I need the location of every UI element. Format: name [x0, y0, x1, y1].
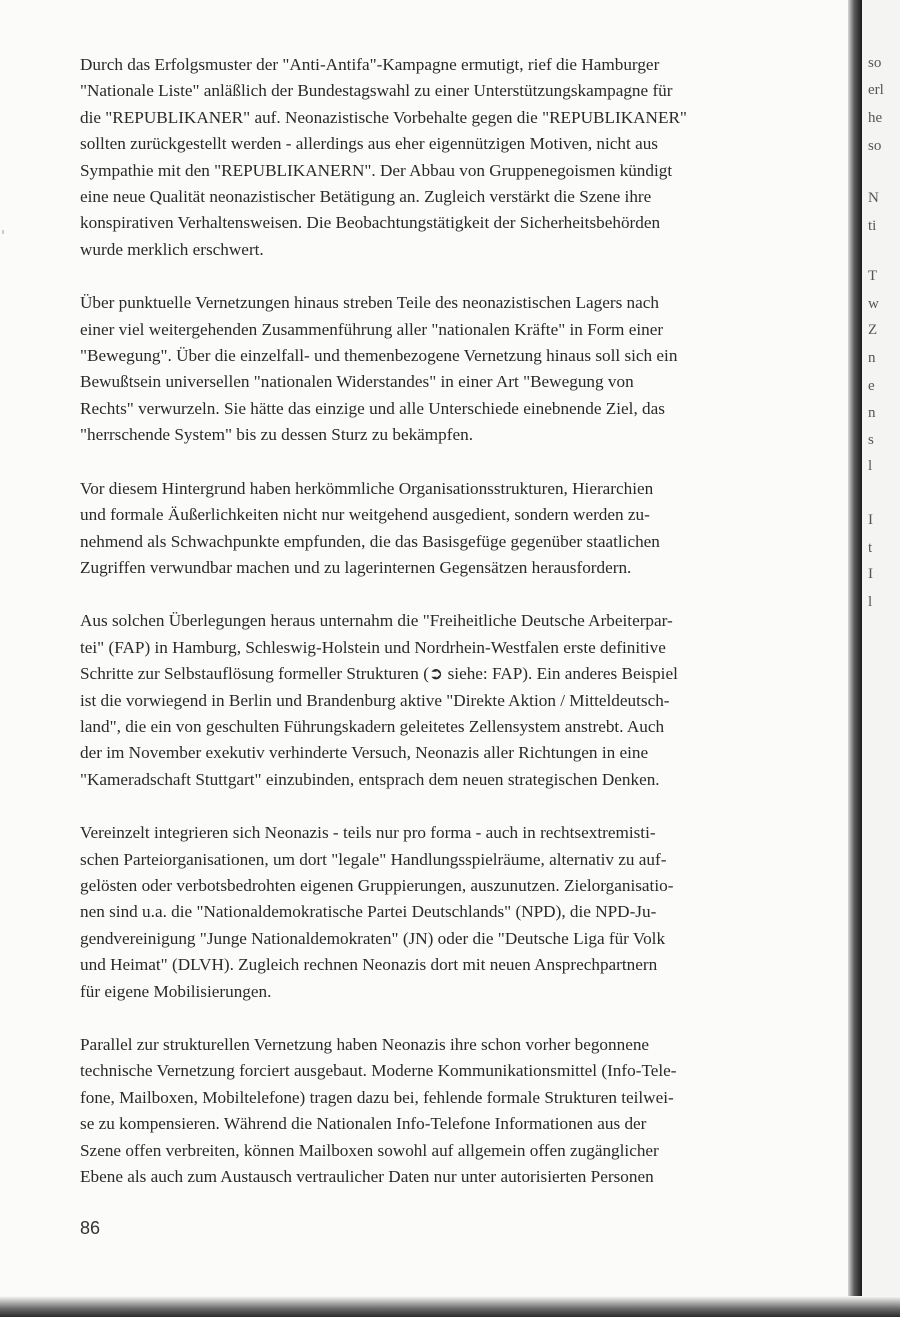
page-number: 86: [80, 1218, 101, 1238]
text-line: tei" (FAP) in Hamburg, Schleswig-Holstein und Nordrhein-Westfalen erste definitive: [80, 637, 666, 657]
text-line: Vereinzelt integrieren sich Neonazis - teils nur pro forma - auch in rechtsextremisti-: [80, 823, 656, 843]
facing-page-fragment: n: [868, 350, 876, 366]
text-line: "Bewegung". Über die einzelfall- und themenbezogene Vernetzung hinaus soll sich ein: [80, 346, 678, 366]
text-line: schen Parteiorganisationen, um dort "legale" Handlungsspielräume, alternativ zu auf-: [80, 849, 667, 869]
text-line: und formale Äußerlichkeiten nicht nur weitgehend ausgedient, sondern werden zu-: [80, 505, 650, 525]
text-line: Aus solchen Überlegungen heraus unternahm die "Freiheitliche Deutsche Arbeiterpar-: [80, 611, 673, 631]
scan-speck: [2, 230, 4, 234]
text-line: die "REPUBLIKANER" auf. Neonazistische Vorbehalte gegen die "REPUBLIKANER": [80, 107, 687, 127]
facing-page-fragment: N: [868, 190, 879, 206]
text-line: Schritte zur Selbstauflösung formeller Strukturen (➲ siehe: FAP). Ein anderes Beispiel: [80, 664, 678, 684]
paragraph-3: [80, 476, 848, 582]
text-line: se zu kompensieren. Während die Nationalen Info-Telefone Informationen aus der: [80, 1114, 647, 1134]
text-line: gelösten oder verbotsbedrohten eigenen Gruppierungen, auszunutzen. Zielorganisatio-: [80, 875, 674, 895]
facing-page-fragment: w: [868, 296, 879, 312]
facing-page-fragment: I: [868, 512, 873, 528]
paragraph-6: [80, 1032, 848, 1190]
facing-page-edge: [862, 0, 900, 1317]
text-line: eine neue Qualität neonazistischer Betätigung an. Zugleich verstärkt die Szene ihre: [80, 187, 652, 207]
text-line: Ebene als auch zum Austausch vertraulicher Daten nur unter autorisierten Personen: [80, 1167, 654, 1187]
text-line: ist die vorwiegend in Berlin und Brandenburg aktive "Direkte Aktion / Mitteldeutsch-: [80, 690, 670, 710]
text-line: der im November exekutiv verhinderte Versuch, Neonazis aller Richtungen in eine: [80, 743, 649, 763]
facing-page-fragment: so: [868, 138, 882, 154]
paragraph-1: [80, 52, 848, 263]
book-gutter: [848, 0, 862, 1317]
facing-page-fragment: he: [868, 110, 883, 126]
text-line: für eigene Mobilisierungen.: [80, 981, 272, 1001]
page-bottom-shadow: [0, 1296, 900, 1317]
text-line: Rechts" verwurzeln. Sie hätte das einzige und alle Unterschiede einebnende Ziel, das: [80, 398, 665, 418]
text-line: und Heimat" (DLVH). Zugleich rechnen Neonazis dort mit neuen Ansprechpartnern: [80, 955, 658, 975]
text-line: gendvereinigung "Junge Nationaldemokraten" (JN) oder die "Deutsche Liga für Volk: [80, 928, 666, 948]
text-line: nehmend als Schwachpunkte empfunden, die das Basisgefüge gegenüber staatlichen: [80, 531, 660, 551]
text-line: Sympathie mit den "REPUBLIKANERN". Der Abbau von Gruppenegoismen kündigt: [80, 160, 673, 180]
facing-page-fragment: l: [868, 458, 873, 474]
text-line: Parallel zur strukturellen Vernetzung haben Neonazis ihre schon vorher begonnene: [80, 1035, 650, 1054]
text-line: Zugriffen verwundbar machen und zu lagerinternen Gegensätzen herausfordern.: [80, 557, 632, 577]
text-line: Über punktuelle Vernetzungen hinaus streben Teile des neonazistischen Lagers nach: [80, 293, 659, 313]
text-line: einer viel weitergehenden Zusammenführung aller "nationalen Kräfte" in Form einer: [80, 319, 664, 339]
text-line: Bewußtsein universellen "nationalen Widerstandes" in einer Art "Bewegung von: [80, 372, 634, 392]
facing-page-fragment: T: [868, 268, 878, 284]
facing-page-fragment: I: [868, 566, 873, 582]
text-line: land", die ein von geschulten Führungskadern geleitetes Zellensystem anstrebt. Auch: [80, 716, 665, 736]
text-line: "Nationale Liste" anläßlich der Bundestagswahl zu einer Unterstützungskampagne für: [80, 81, 673, 101]
text-line: "herrschende System" bis zu dessen Sturz zu bekämpfen.: [80, 425, 474, 445]
facing-page-fragment: erl: [868, 82, 884, 98]
text-line: fone, Mailboxen, Mobiltelefone) tragen dazu bei, fehlende formale Strukturen teilwei-: [80, 1087, 674, 1107]
facing-page-fragment: ti: [868, 218, 877, 234]
paragraph-5: [80, 820, 848, 1005]
facing-page-fragment: t: [868, 540, 873, 556]
text-line: Szene offen verbreiten, können Mailboxen sowohl auf allgemein offen zugänglicher: [80, 1140, 659, 1160]
facing-page-fragment: s: [868, 432, 874, 448]
text-column: [80, 52, 848, 1217]
text-line: technische Vernetzung forciert ausgebaut. Moderne Kommunikationsmittel (Info-Tele-: [80, 1061, 677, 1081]
text-line: wurde merklich erschwert.: [80, 239, 264, 259]
text-line: "Kameradschaft Stuttgart" einzubinden, entsprach dem neuen strategischen Denken.: [80, 769, 660, 789]
facing-page-fragment: so: [868, 55, 882, 71]
paragraph-4: [80, 608, 848, 793]
facing-page-fragment: n: [868, 405, 876, 421]
text-line: sollten zurückgestellt werden - allerdings aus eher eigennützigen Motiven, nicht aus: [80, 134, 658, 154]
text-line: konspirativen Verhaltensweisen. Die Beobachtungstätigkeit der Sicherheitsbehörden: [80, 213, 661, 233]
text-line: nen sind u.a. die "Nationaldemokratische Partei Deutschlands" (NPD), die NPD-Ju-: [80, 902, 657, 922]
text-line: Durch das Erfolgsmuster der "Anti-Antifa"-Kampagne ermutigt, rief die Hamburger: [80, 55, 660, 74]
paragraph-2: [80, 290, 848, 448]
facing-page-fragment: e: [868, 378, 875, 394]
facing-page-fragment: l: [868, 594, 873, 610]
text-line: Vor diesem Hintergrund haben herkömmliche Organisationsstrukturen, Hierarchien: [80, 478, 654, 498]
facing-page-fragment: Z: [868, 322, 878, 338]
